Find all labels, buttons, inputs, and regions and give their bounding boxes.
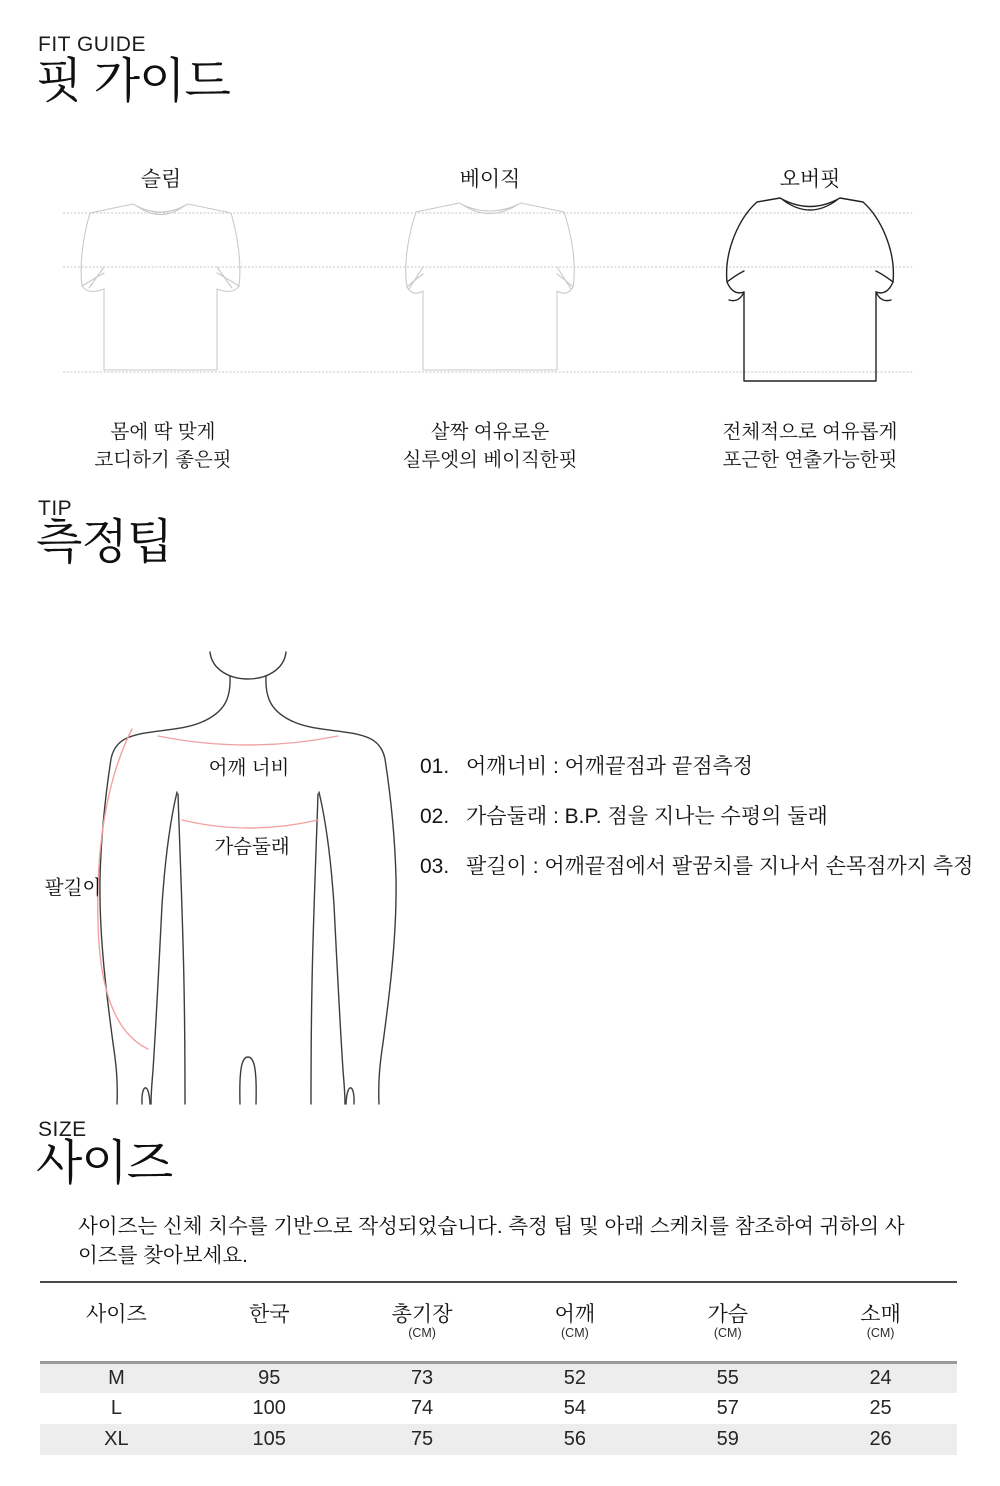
size-row-l bbox=[40, 1393, 957, 1424]
chest-measure-line bbox=[182, 820, 318, 828]
shoulder-width-measure-line bbox=[158, 736, 338, 745]
size-cell: L bbox=[110, 1397, 122, 1419]
fit-caption-overfit-line2: 포근한 연출가능한핏 bbox=[722, 449, 898, 471]
arm-length-measure-line bbox=[98, 729, 148, 1049]
size-cell: 54 bbox=[563, 1397, 587, 1419]
size-title: 사이즈 bbox=[36, 1137, 173, 1190]
size-cell: 105 bbox=[252, 1428, 286, 1450]
tip-eyebrow: TIP bbox=[38, 497, 73, 520]
size-cell: 24 bbox=[869, 1366, 892, 1389]
size-table-header-row bbox=[40, 1282, 957, 1362]
size-row-xl bbox=[40, 1424, 957, 1455]
fit-label-slim: 슬림 bbox=[140, 168, 182, 191]
fit-caption-basic-line1: 살짝 여유로운 bbox=[430, 421, 550, 443]
size-cell: 55 bbox=[716, 1366, 739, 1389]
column-header-chest: 가슴 (CM) bbox=[707, 1302, 749, 1340]
fit-caption-slim-line1: 몸에 딱 맞게 bbox=[110, 421, 216, 443]
shirt-slim-illustration bbox=[81, 204, 240, 370]
size-cell: 95 bbox=[258, 1366, 281, 1389]
tip-title: 측정팁 bbox=[36, 516, 173, 569]
measurement-tip-item-3 bbox=[420, 850, 973, 880]
fit-caption-slim-line2: 코디하기 좋은핏 bbox=[94, 449, 232, 471]
column-header-korea: 한국 bbox=[248, 1302, 290, 1326]
tip-text: 팔길이 : 어깨끝점에서 팔꿈치를 지나서 손목점까지 측정 bbox=[466, 855, 974, 878]
size-cell: 73 bbox=[410, 1366, 434, 1389]
size-table bbox=[40, 1281, 957, 1455]
label-chest: 가슴둘래 bbox=[214, 836, 290, 858]
fit-caption-overfit-line1: 전체적으로 여유롭게 bbox=[722, 421, 898, 443]
tip-number: 02. bbox=[420, 805, 450, 828]
column-header-shoulder: 어깨 (CM) bbox=[554, 1302, 596, 1340]
tip-text: 어깨너비 : 어깨끝점과 끝점측정 bbox=[466, 755, 754, 778]
body-measurement-diagram bbox=[40, 630, 420, 1105]
column-header-total-length: 총기장 (CM) bbox=[391, 1302, 453, 1340]
tip-number: 01. bbox=[420, 755, 450, 778]
column-header-sleeve: 소매 (CM) bbox=[860, 1302, 901, 1340]
measurement-tip-item-1 bbox=[420, 750, 753, 780]
size-cell: XL bbox=[104, 1428, 129, 1450]
size-cell: 25 bbox=[869, 1397, 892, 1419]
column-header-size: 사이즈 bbox=[85, 1302, 147, 1326]
size-cell: M bbox=[108, 1366, 125, 1389]
fit-guide-title: 핏 가이드 bbox=[36, 55, 230, 108]
fit-caption-basic bbox=[403, 418, 578, 474]
size-cell: 52 bbox=[563, 1366, 587, 1389]
tip-text: 가슴둘래 : B.P. 점을 지나는 수평의 둘래 bbox=[466, 805, 828, 828]
size-cell: 26 bbox=[869, 1428, 892, 1450]
size-row-m bbox=[40, 1362, 957, 1393]
fit-guide-eyebrow: FIT GUIDE bbox=[38, 33, 146, 56]
size-cell: 59 bbox=[716, 1428, 739, 1450]
size-cell: 56 bbox=[563, 1428, 587, 1450]
label-shoulder-width: 어깨 너비 bbox=[208, 757, 290, 779]
fit-caption-basic-line2: 실루엣의 베이직한핏 bbox=[402, 449, 578, 471]
measurement-tip-item-2 bbox=[420, 800, 828, 830]
tip-number: 03. bbox=[420, 855, 450, 878]
fit-caption-overfit bbox=[723, 418, 898, 474]
size-cell: 100 bbox=[252, 1397, 286, 1419]
size-eyebrow: SIZE bbox=[38, 1118, 87, 1141]
fit-comparison-diagram bbox=[0, 193, 1000, 408]
fit-label-overfit: 오버핏 bbox=[779, 168, 841, 191]
body-outline bbox=[100, 652, 396, 1104]
size-cell: 75 bbox=[410, 1428, 434, 1450]
fit-label-basic: 베이직 bbox=[459, 168, 521, 191]
size-cell: 57 bbox=[716, 1397, 739, 1419]
label-arm-length: 팔길이 bbox=[44, 877, 102, 899]
shirt-overfit-illustration bbox=[727, 198, 894, 381]
size-cell: 74 bbox=[410, 1397, 434, 1419]
shirt-basic-illustration bbox=[406, 203, 575, 370]
fit-caption-slim bbox=[94, 418, 231, 474]
size-description: 사이즈는 신체 치수를 기반으로 작성되었습니다. 측정 팁 및 아래 스케치를 참조하여 귀하의 사이즈를 찾아보세요. bbox=[78, 1215, 905, 1267]
